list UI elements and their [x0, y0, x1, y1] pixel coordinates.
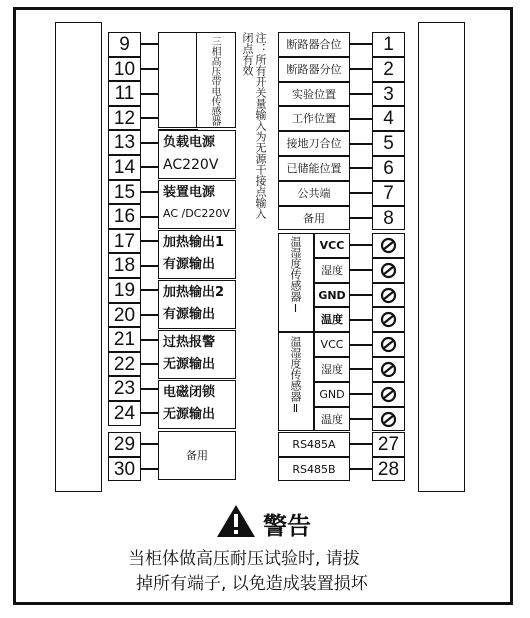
- screw-terminal-icon: [380, 386, 397, 403]
- input-label: 公共端: [297, 186, 331, 200]
- screw-terminal-icon: [380, 287, 397, 304]
- terminal-lead: [141, 43, 158, 45]
- terminal-number: 1: [383, 34, 394, 55]
- terminal-number: 24: [113, 403, 136, 424]
- terminal-lead: [141, 265, 158, 267]
- terminal-number: 11: [114, 83, 135, 105]
- terminal-number: 23: [113, 378, 136, 400]
- screw-terminal-icon: [380, 411, 397, 428]
- terminal-number: 14: [113, 157, 136, 178]
- terminal-lead: [141, 339, 158, 341]
- terminal-number: 21: [113, 329, 136, 351]
- sensor-pin-label: VCC: [320, 338, 344, 352]
- terminal-lead: [350, 167, 372, 169]
- terminal-lead: [350, 269, 372, 271]
- terminal-number: 9: [119, 34, 130, 55]
- terminal-lead: [350, 68, 372, 70]
- terminal-number: 15: [113, 181, 136, 203]
- terminal-lead: [141, 314, 158, 316]
- warning-line-2: 掉所有端子, 以免造成装置损坏: [136, 574, 368, 594]
- sensor-pin-label: 温度: [321, 412, 343, 426]
- terminal-number: 7: [383, 182, 394, 204]
- right-mounting-block: [418, 22, 465, 492]
- screw-terminal-icon: [380, 237, 397, 254]
- group-label-line2: 无源输出: [163, 357, 216, 372]
- terminal-lead: [350, 217, 372, 219]
- terminal-lead: [141, 216, 158, 218]
- terminal-lead: [141, 68, 158, 70]
- terminal-number: 27: [377, 434, 400, 455]
- rs485-label: RS485B: [292, 462, 336, 476]
- terminal-lead: [350, 344, 372, 346]
- terminal-lead: [350, 294, 372, 296]
- terminal-lead: [350, 93, 372, 95]
- terminal-number: 19: [113, 280, 136, 301]
- terminal-number: 12: [113, 107, 136, 129]
- terminal-lead: [350, 468, 372, 470]
- sensor2-title: 温湿度传感器Ⅱ: [289, 336, 302, 415]
- input-label: 接地刀合位: [286, 137, 342, 151]
- warning-line-1: 当柜体做高压耐压试验时, 请拔: [128, 549, 360, 569]
- sensor1-title: 温湿度传感器Ⅰ: [289, 236, 302, 315]
- terminal-lead: [141, 191, 158, 193]
- group-label-line2: 有源输出: [163, 307, 216, 322]
- terminal-number: 2: [383, 58, 394, 80]
- screw-terminal-icon: [380, 361, 397, 378]
- terminal-number: 16: [113, 206, 136, 228]
- screw-terminal-icon: [380, 311, 397, 328]
- note-text-column-1: 注：所有开关量输入为无源干接点输入: [254, 32, 267, 219]
- input-label: 备用: [303, 211, 325, 225]
- three-phase-sensor-label: 三相高压带电传感器: [209, 36, 220, 126]
- group-label-line1: 装置电源: [163, 185, 216, 200]
- terminal-lead: [350, 418, 372, 420]
- terminal-number: 4: [383, 108, 394, 130]
- terminal-lead: [141, 93, 158, 95]
- left-mounting-block: [55, 22, 102, 492]
- terminal-lead: [141, 363, 158, 365]
- terminal-lead: [350, 192, 372, 194]
- group-label-line2: 有源输出: [163, 257, 216, 272]
- terminal-lead: [350, 118, 372, 120]
- terminal-number: 13: [113, 132, 136, 154]
- group-label-line1: 电磁闭锁: [163, 385, 216, 400]
- terminal-lead: [350, 143, 372, 145]
- terminal-number: 20: [113, 304, 136, 326]
- terminal-lead: [350, 43, 372, 45]
- terminal-lead: [141, 142, 158, 144]
- terminal-lead: [141, 166, 158, 168]
- group-label-line1: 备用: [186, 449, 208, 462]
- terminal-lead: [141, 412, 158, 414]
- input-label: 工作位置: [292, 112, 336, 126]
- note-text-column-2: 闭点有效: [241, 32, 254, 76]
- terminal-lead: [141, 117, 158, 119]
- sensor-pin-label: 温度: [321, 313, 343, 327]
- input-label: 断路器分位: [286, 62, 342, 76]
- group-label-line1: 负载电源: [163, 135, 216, 150]
- terminal-number: 29: [113, 434, 136, 455]
- terminal-lead: [141, 289, 158, 291]
- terminal-number: 22: [113, 353, 136, 375]
- sensor-pin-label: VCC: [319, 239, 345, 252]
- terminal-lead: [141, 443, 158, 445]
- screw-terminal-icon: [380, 336, 397, 353]
- warning-title: 警告: [263, 512, 311, 540]
- terminal-lead: [350, 393, 372, 395]
- terminal-lead: [350, 368, 372, 370]
- group-label-line2: AC220V: [163, 157, 219, 173]
- terminal-lead: [350, 319, 372, 321]
- group-label-line2: AC /DC220V: [163, 207, 230, 220]
- screw-terminal-icon: [380, 262, 397, 279]
- terminal-lead: [141, 468, 158, 470]
- group-label-line1: 加热输出1: [163, 235, 225, 250]
- terminal-number: 18: [113, 255, 136, 277]
- terminal-lead: [141, 388, 158, 390]
- input-label: 断路器合位: [286, 38, 342, 51]
- terminal-number: 30: [113, 458, 136, 480]
- input-label: 已储能位置: [286, 162, 342, 175]
- terminal-number: 8: [383, 207, 394, 229]
- input-label: 实验位置: [292, 87, 336, 101]
- group-label-line1: 过热报警: [163, 335, 216, 350]
- group-label-line2: 无源输出: [163, 407, 216, 422]
- warning-icon: [216, 504, 256, 538]
- terminal-number: 28: [377, 458, 400, 480]
- sensor-pin-label: 湿度: [321, 263, 343, 277]
- rs485-label: RS485A: [292, 438, 336, 451]
- terminal-number: 6: [383, 158, 394, 179]
- terminal-number: 10: [113, 58, 136, 80]
- terminal-lead: [350, 244, 372, 246]
- left-phase-label-block: [158, 32, 198, 128]
- terminal-number: 5: [383, 133, 394, 155]
- sensor-pin-label: GND: [319, 387, 345, 401]
- group-label-line1: 加热输出2: [163, 285, 225, 300]
- terminal-number: 3: [383, 83, 394, 105]
- terminal-lead: [141, 240, 158, 242]
- terminal-lead: [350, 443, 372, 445]
- sensor-pin-label: 湿度: [321, 363, 343, 376]
- terminal-number: 17: [113, 230, 136, 252]
- sensor-pin-label: GND: [318, 288, 346, 302]
